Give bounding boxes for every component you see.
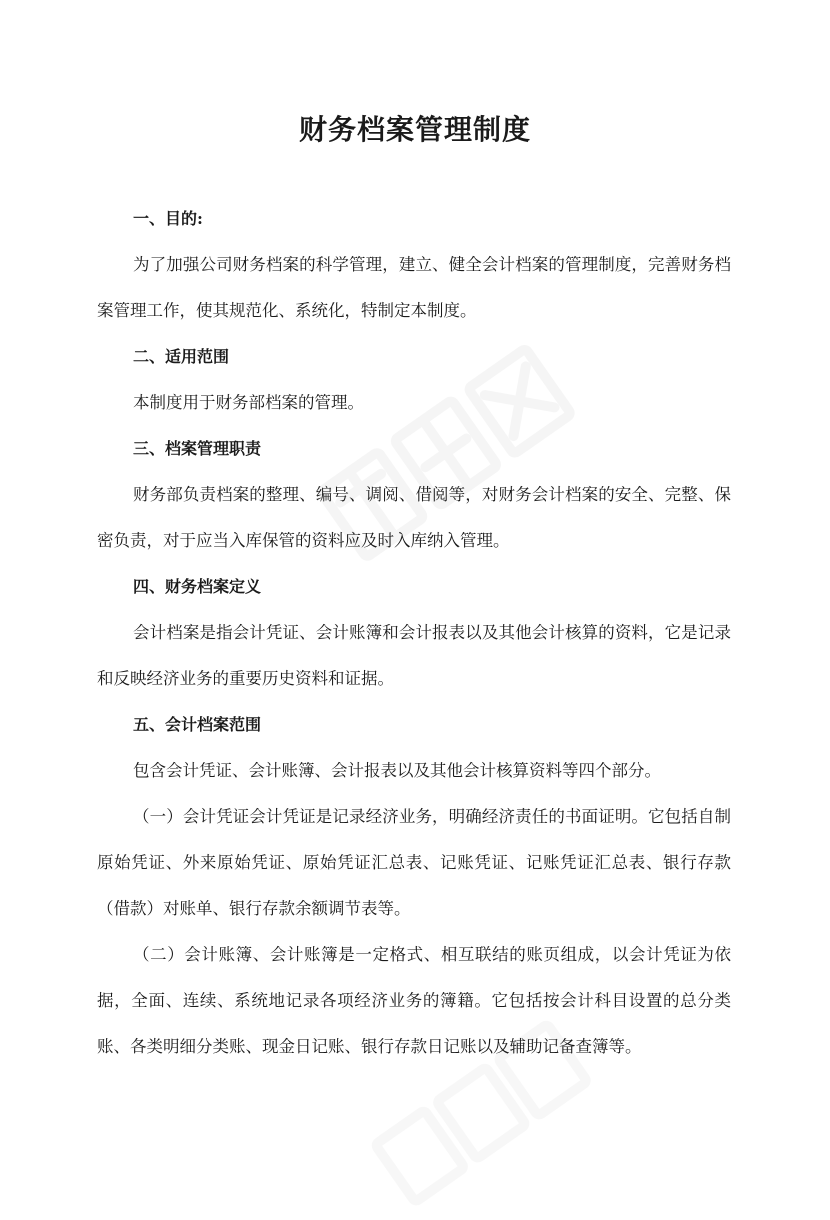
section-paragraph: 本制度用于财务部档案的管理。: [133, 393, 364, 412]
section-heading-purpose: 一、目的:: [133, 209, 203, 228]
section-heading-scope: 二、适用范围: [133, 347, 230, 366]
section-paragraph: （二）会计账簿、会计账簿是一定格式、相互联结的账页组成，以会计凭证为依据，全面、连续、系统地记录各项经济业务的簿籍。它包括按会计科目设置的总分类账、各类明细分类账、现金日记账、银行存款日记账以及辅助记备查簿等。: [97, 945, 731, 1056]
section-paragraph: 财务部负责档案的整理、编号、调阅、借阅等，对财务会计档案的安全、完整、保密负责，对于应当入库保管的资料应及时入库纳入管理。: [97, 485, 731, 550]
section-paragraph: 会计档案是指会计凭证、会计账簿和会计报表以及其他会计核算的资料，它是记录和反映经济业务的重要历史资料和证据。: [97, 623, 731, 688]
section-heading-responsibilities: 三、档案管理职责: [133, 439, 262, 458]
section-heading-definition: 四、财务档案定义: [133, 577, 262, 596]
section-paragraph: （一）会计凭证会计凭证是记录经济业务，明确经济责任的书面证明。它包括自制原始凭证、外来原始凭证、原始凭证汇总表、记账凭证、记账凭证汇总表、银行存款（借款）对账单、银行存款余额调节表等。: [97, 807, 731, 918]
section-paragraph: 包含会计凭证、会计账簿、会计报表以及其他会计核算资料等四个部分。: [133, 761, 661, 780]
section-paragraph: 为了加强公司财务档案的科学管理，建立、健全会计档案的管理制度，完善财务档案管理工作，使其规范化、系统化，特制定本制度。: [97, 255, 731, 320]
document-body: [97, 196, 731, 1070]
document-title: 财务档案管理制度: [298, 113, 531, 146]
section-heading-archive-range: 五、会计档案范围: [133, 715, 262, 734]
